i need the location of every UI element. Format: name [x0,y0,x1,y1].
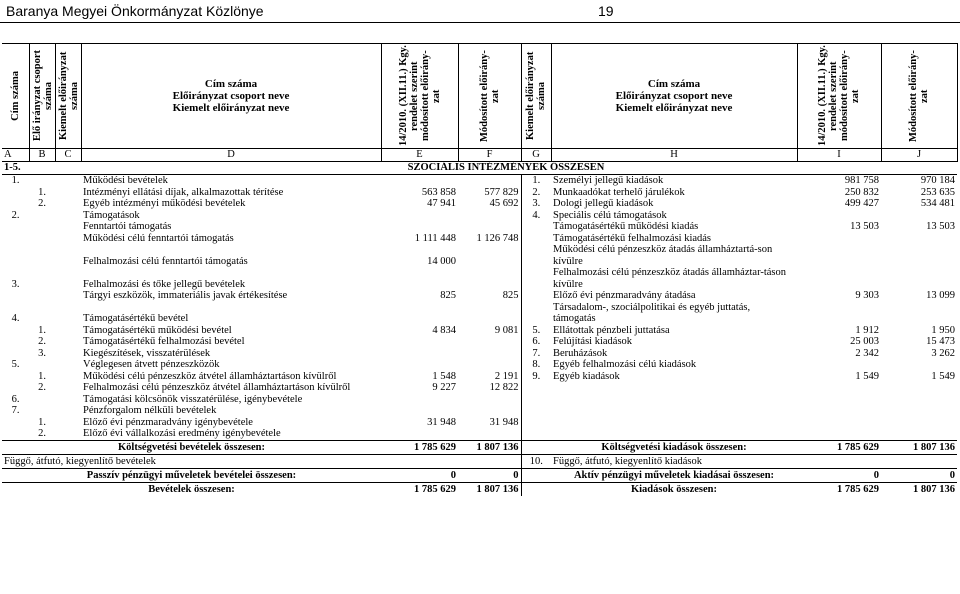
table-row [2,210,957,222]
kiemelt-number [55,336,81,348]
col-head-modositott: Módosított előirány-zat [458,44,521,149]
col-letter: D [81,149,381,162]
income-item-name: Felhalmozási és tőke jellegű bevételek [83,278,246,290]
cim-number: 3. [11,278,20,290]
income-item-name: Támogatásértékű működési bevétel [83,324,232,336]
income-item-name: Kiegészítések, visszatérülések [83,347,211,359]
expense-rendelet-value [797,382,881,394]
expense-item-name: Munkaadókat terhelő járulékok [553,186,685,198]
total-expense-rendelet [797,454,881,468]
total-expense-rendelet: 1 785 629 [797,440,881,454]
col-head-kiemelt: Kiemelt előirányzat száma [55,44,81,149]
col-head-rendelet-2: 14/2010. (XII.11.) Kgy. rendelet szerint módosított előirány-zat [797,44,881,149]
cim-number [2,417,29,429]
income-item-name: Előző évi pénzmaradvány igénybevétele [83,416,253,428]
expense-rendelet-value [797,210,881,222]
group-number: 3. [38,347,46,359]
total-row [2,454,957,468]
expense-rendelet-value: 250 832 [844,186,879,198]
group-number [29,302,55,325]
page-number: 19 [598,3,614,19]
group-number [29,394,55,406]
col-letter: F [458,149,521,162]
expense-modositott-value [881,244,957,267]
cim-number [2,290,29,302]
expense-rendelet-value: 1 549 [855,370,879,382]
income-modositott-value: 1 126 748 [458,233,521,245]
expense-number: 9. [532,370,541,382]
total-expense-number [521,468,551,482]
table-row [2,325,957,337]
kiemelt-number [55,267,81,290]
expense-modositott-value: 1 950 [931,324,955,336]
expense-modositott-value: 534 481 [920,198,955,209]
expense-modositott-value [881,359,957,371]
expense-number [521,267,551,290]
expense-modositott-value: 13 503 [926,221,955,232]
total-row [2,482,957,496]
income-item-name: Támogatásértékű felhalmozási bevétel [83,336,245,347]
expense-number: 1. [532,175,541,186]
group-number: 2. [38,428,46,439]
expense-modositott-value: 253 635 [920,186,955,198]
kiemelt-number [55,221,81,233]
expense-modositott-value: 970 184 [920,175,955,186]
cim-number [2,371,29,383]
cim-number [2,382,29,394]
cim-number [2,336,29,348]
expense-item-name: Előző évi pénzmaradvány átadása [553,290,696,301]
expense-number: 6. [532,336,541,347]
income-item-name: Egyéb intézményi működési bevételek [83,198,246,209]
col-letter: E [381,149,458,162]
cim-number [2,233,29,245]
income-rendelet-value: 9 227 [432,382,456,393]
expense-number [521,428,551,440]
expense-modositott-value [881,405,957,417]
publication-title: Baranya Megyei Önkormányzat Közlönye [6,3,264,19]
column-letter-row [2,149,957,162]
cim-number: 7. [11,405,20,416]
expense-item-name: Ellátottak pénzbeli juttatása [553,324,670,336]
income-rendelet-value: 31 948 [427,416,456,428]
cim-number: 6. [11,393,20,405]
total-expense-modositott [881,454,957,468]
col-letter: H [551,149,797,162]
group-number [29,233,55,245]
total-expense-label: Költségvetési kiadások összesen: [551,440,797,454]
kiemelt-number [55,290,81,302]
total-expense-rendelet: 1 785 629 [797,482,881,496]
income-item-name: Pénzforgalom nélküli bevételek [83,405,217,416]
income-modositott-value [458,348,521,360]
income-rendelet-value [381,394,458,406]
expense-number: 2. [532,186,541,198]
kiemelt-number [55,348,81,360]
expense-item-name: Dologi jellegű kiadások [553,198,654,209]
expense-modositott-value: 3 262 [931,347,955,359]
expense-modositott-value [881,382,957,394]
table-row [2,405,957,417]
kiemelt-number [55,371,81,383]
expense-modositott-value [881,302,957,325]
expense-rendelet-value [797,428,881,440]
total-expense-number: 10. [521,454,551,468]
income-rendelet-value: 825 [440,290,456,301]
expense-number [521,233,551,245]
total-income-label: Függő, átfutó, kiegyenlítő bevételek [2,454,381,468]
income-rendelet-value [381,175,458,187]
group-number: 1. [38,324,46,336]
income-item-name: Támogatások [83,209,140,221]
income-modositott-value: 31 948 [458,417,521,429]
income-modositott-value [458,394,521,406]
total-income-rendelet: 0 [381,468,458,482]
col-head-modositott-2: Módosított előirány-zat [881,44,957,149]
expense-modositott-value [881,233,957,245]
expense-rendelet-value [797,267,881,290]
section-title: SZOCIÁLIS INTÉZMÉNYEK ÖSSZESEN [55,162,957,175]
expense-number: 5. [532,324,541,336]
expense-modositott-value [881,428,957,440]
total-expense-label: Aktív pénzügyi műveletek kiadásai összesen: [551,468,797,482]
page-header [0,0,960,23]
income-rendelet-value [381,210,458,222]
expense-item-name: Támogatásértékű felhalmozási kiadás [553,232,712,244]
col-letter: J [881,149,957,162]
col-letter: B [29,149,55,162]
expense-rendelet-value: 9 303 [855,290,879,301]
total-expense-label: Függő, átfutó, kiegyenlítő kiadások [551,454,797,468]
col-letter: G [521,149,551,162]
income-item-name: Működési bevételek [83,175,168,186]
cim-number: 1. [11,175,20,186]
expense-item-name [551,382,797,394]
table-row [2,336,957,348]
total-income-modositott: 1 807 136 [458,440,521,454]
income-modositott-value: 9 081 [458,325,521,337]
col-head-rendelet: 14/2010. (XII.11.) Kgy. rendelet szerint módosított előirány-zat [381,44,458,149]
col-letter: A [2,149,29,162]
kiemelt-number [55,175,81,187]
group-number: 2. [38,382,46,393]
kiemelt-number [55,359,81,371]
total-income-modositott: 0 [458,468,521,482]
total-expense-number [521,440,551,454]
table-row [2,175,957,187]
expense-rendelet-value: 499 427 [844,198,879,209]
table-row [2,348,957,360]
expense-rendelet-value: 1 912 [855,324,879,336]
income-rendelet-value: 1 111 448 [414,232,456,244]
expense-number [521,302,551,325]
income-item-name: Működési célú pénzeszköz átvétel államháztartáson kívülről [83,370,337,382]
kiemelt-number [55,302,81,325]
expense-number [521,244,551,267]
income-modositott-value [458,405,521,417]
group-number [29,244,55,267]
total-row [2,440,957,454]
group-number [29,221,55,233]
col-head-cim: Cím száma [2,44,29,149]
kiemelt-number [55,428,81,440]
income-modositott-value [458,428,521,440]
income-rendelet-value [381,221,458,233]
kiemelt-number [55,198,81,210]
expense-item-name [551,394,797,406]
cim-number: 4. [11,313,20,324]
total-income-label: Passzív pénzügyi műveletek bevételei összesen: [2,468,381,482]
expense-item-name: Egyéb kiadások [553,370,620,382]
expense-item-name [551,405,797,417]
income-rendelet-value [381,348,458,360]
expense-modositott-value [881,417,957,429]
cim-number: 5. [11,359,20,370]
cim-number [2,244,29,267]
expense-item-name: Támogatásértékű működési kiadás [553,221,699,232]
expense-modositott-value [881,394,957,406]
expense-modositott-value: 13 099 [926,290,955,301]
group-number: 1. [38,186,46,198]
col-letter: I [797,149,881,162]
total-expense-number [521,482,551,496]
group-number: 2. [38,198,46,209]
expense-item-name: Egyéb felhalmozási célú kiadások [553,359,697,370]
expense-modositott-value: 1 549 [931,370,955,382]
total-income-rendelet: 1 785 629 [381,482,458,496]
expense-rendelet-value [797,394,881,406]
income-item-name: Előző évi vállalkozási eredmény igénybevétele [83,428,281,439]
expense-number: 8. [532,359,541,370]
kiemelt-number [55,210,81,222]
income-modositott-value [458,267,521,290]
table-row [2,428,957,440]
table-row [2,371,957,383]
table-row [2,221,957,233]
expense-rendelet-value [797,359,881,371]
income-modositott-value: 45 692 [458,198,521,210]
group-number [29,267,55,290]
kiemelt-number [55,233,81,245]
total-income-rendelet: 1 785 629 [381,440,458,454]
total-income-label: Bevételek összesen: [2,482,381,496]
income-rendelet-value [381,359,458,371]
col-head-kiemelt-2: Kiemelt előirányzat száma [521,44,551,149]
cim-number [2,348,29,360]
col-head-cim-block: Cím száma Előirányzat csoport neve Kiemelt előirányzat neve [81,44,381,149]
income-modositott-value [458,359,521,371]
group-number [29,210,55,222]
group-number: 1. [38,416,46,428]
table-row [2,233,957,245]
total-row [2,468,957,482]
column-header-row [2,44,957,149]
total-expense-label: Kiadások összesen: [551,482,797,496]
cim-number [2,198,29,210]
kiemelt-number [55,417,81,429]
income-modositott-value [458,210,521,222]
expense-number: 7. [532,347,541,359]
income-item-name: Támogatási kölcsönök visszatérülése, igénybevétele [83,393,303,405]
expense-number [521,290,551,302]
expense-item-name: Felhalmozási célú pénzeszköz átadás államháztar-táson kívülre [553,267,787,290]
table-row [2,382,957,394]
cim-number [2,187,29,199]
section-row [2,162,957,175]
income-rendelet-value [381,267,458,290]
income-rendelet-value: 4 834 [432,324,456,336]
expense-rendelet-value [797,302,881,325]
total-expense-rendelet: 0 [797,468,881,482]
income-modositott-value [458,336,521,348]
cim-number [2,325,29,337]
total-income-label: Költségvetési bevételek összesen: [2,440,381,454]
table-row [2,187,957,199]
income-rendelet-value: 1 548 [432,370,456,382]
expense-modositott-value [881,210,957,222]
income-rendelet-value: 563 858 [421,186,456,198]
total-income-rendelet [381,454,458,468]
income-item-name: Tárgyi eszközök, immateriális javak értékesítése [83,290,288,301]
expense-number [521,417,551,429]
expense-item-name: Felújítási kiadások [553,336,633,347]
total-expense-modositott: 1 807 136 [881,482,957,496]
kiemelt-number [55,382,81,394]
table-row [2,417,957,429]
total-expense-modositott: 1 807 136 [881,440,957,454]
group-number [29,175,55,187]
col-head-cim-block-2: Cím száma Előirányzat csoport neve Kiemelt előirányzat neve [551,44,797,149]
expense-item-name: Személyi jellegű kiadások [553,175,664,186]
expense-number [521,221,551,233]
income-modositott-value: 577 829 [458,187,521,199]
income-rendelet-value [381,302,458,325]
expense-number [521,394,551,406]
table-row [2,267,957,290]
col-head-eloir-csoport: Elő irányzat csoport száma [29,44,55,149]
group-number [29,405,55,417]
section-code: 1-5. [2,162,55,175]
expense-modositott-value [881,267,957,290]
expense-number: 4. [532,209,541,221]
expense-item-name [551,428,797,440]
expense-rendelet-value: 981 758 [844,175,879,186]
income-modositott-value: 12 822 [458,382,521,394]
total-expense-modositott: 0 [881,468,957,482]
expense-rendelet-value [797,233,881,245]
cim-number [2,221,29,233]
expense-item-name [551,417,797,429]
kiemelt-number [55,244,81,267]
group-number: 2. [38,336,46,347]
cim-number: 2. [11,209,20,221]
kiemelt-number [55,394,81,406]
total-income-modositott: 1 807 136 [458,482,521,496]
expense-rendelet-value [797,405,881,417]
expense-rendelet-value [797,417,881,429]
income-rendelet-value: 47 941 [427,198,456,209]
kiemelt-number [55,187,81,199]
income-rendelet-value [381,428,458,440]
income-item-name: Véglegesen átvett pénzeszközök [83,359,220,370]
kiemelt-number [55,405,81,417]
income-item-name: Felhalmozási célú fenntartói támogatás [83,255,248,267]
expense-rendelet-value: 25 003 [850,336,879,347]
expense-item-name: Működési célú pénzeszköz átadás államháztartá-son kívülre [553,244,773,267]
income-item-name: Intézményi ellátási díjak, alkalmazottak térítése [83,186,284,198]
expense-number [521,382,551,394]
table-row [2,198,957,210]
income-rendelet-value [381,336,458,348]
total-income-modositott [458,454,521,468]
expense-item-name: Társadalom-, szociálpolitikai és egyéb juttatás, támogatás [553,301,751,324]
income-item-name: Felhalmozási célú pénzeszköz átvétel államháztartáson kívülről [83,382,351,393]
income-rendelet-value [381,405,458,417]
group-number [29,359,55,371]
table-row [2,244,957,267]
income-item-name: Fenntartói támogatás [83,221,172,232]
budget-table [2,43,958,496]
income-modositott-value: 825 [458,290,521,302]
income-modositott-value [458,175,521,187]
income-item-name: Támogatásértékű bevétel [83,313,189,324]
group-number [29,290,55,302]
income-modositott-value: 2 191 [458,371,521,383]
kiemelt-number [55,325,81,337]
expense-number [521,405,551,417]
col-letter: C [55,149,81,162]
expense-rendelet-value [797,244,881,267]
income-modositott-value [458,302,521,325]
expense-item-name: Beruházások [553,347,608,359]
income-modositott-value [458,244,521,267]
expense-modositott-value: 15 473 [926,336,955,347]
table-row [2,290,957,302]
expense-number: 3. [532,198,541,209]
income-modositott-value [458,221,521,233]
table-row [2,302,957,325]
cim-number [2,428,29,440]
expense-item-name: Speciális célú támogatások [553,209,667,221]
income-item-name: Működési célú fenntartói támogatás [83,232,234,244]
expense-rendelet-value: 13 503 [850,221,879,232]
expense-rendelet-value: 2 342 [855,347,879,359]
table-row [2,359,957,371]
group-number: 1. [38,370,46,382]
income-rendelet-value: 14 000 [427,255,456,267]
table-row [2,394,957,406]
